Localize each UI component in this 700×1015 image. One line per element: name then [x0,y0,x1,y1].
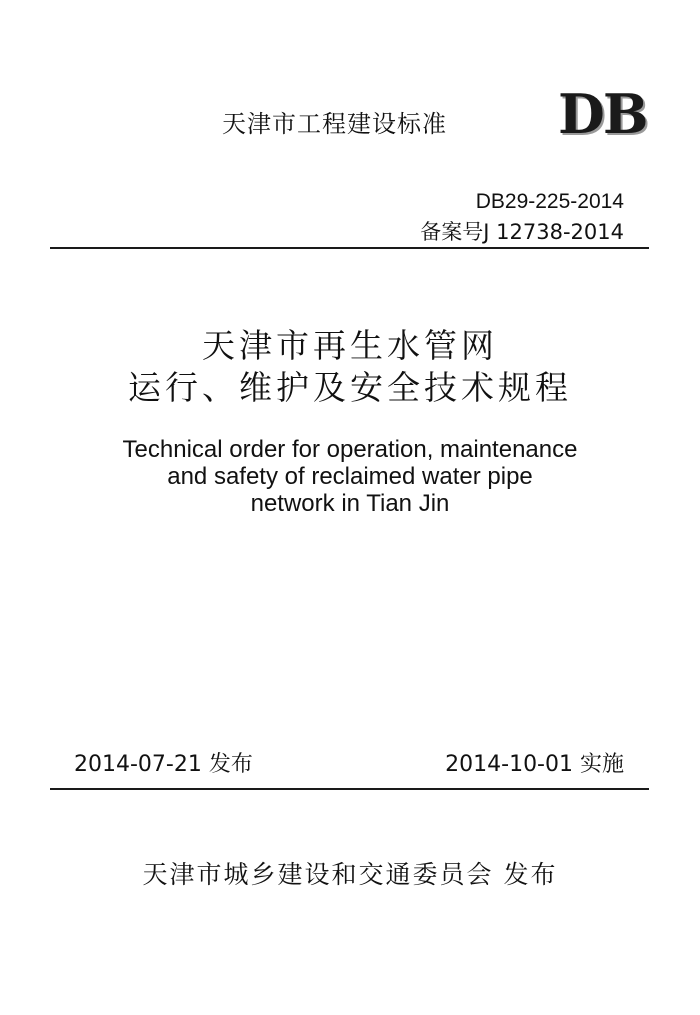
record-number: 备案号J 12738-2014 [420,220,624,244]
english-title-line-2: and safety of reclaimed water pipe [167,463,533,490]
english-title-line-1: Technical order for operation, maintenance [122,436,578,463]
issue-date: 2014-07-21 发布 [74,752,253,777]
english-title-line-3: network in Tian Jin [250,490,450,517]
standard-series-label: 天津市工程建设标准 [222,110,447,138]
implementation-date: 2014-10-01 实施 [445,752,624,777]
chinese-title-line-2: 运行、维护及安全技术规程 [128,368,572,407]
top-divider [50,247,649,249]
standard-number: DB29-225-2014 [475,190,624,213]
bottom-divider [50,788,649,790]
publisher: 天津市城乡建设和交通委员会 发布 [142,860,558,889]
db-logo-mark: DB [558,82,647,146]
chinese-title-line-1: 天津市再生水管网 [202,326,498,365]
